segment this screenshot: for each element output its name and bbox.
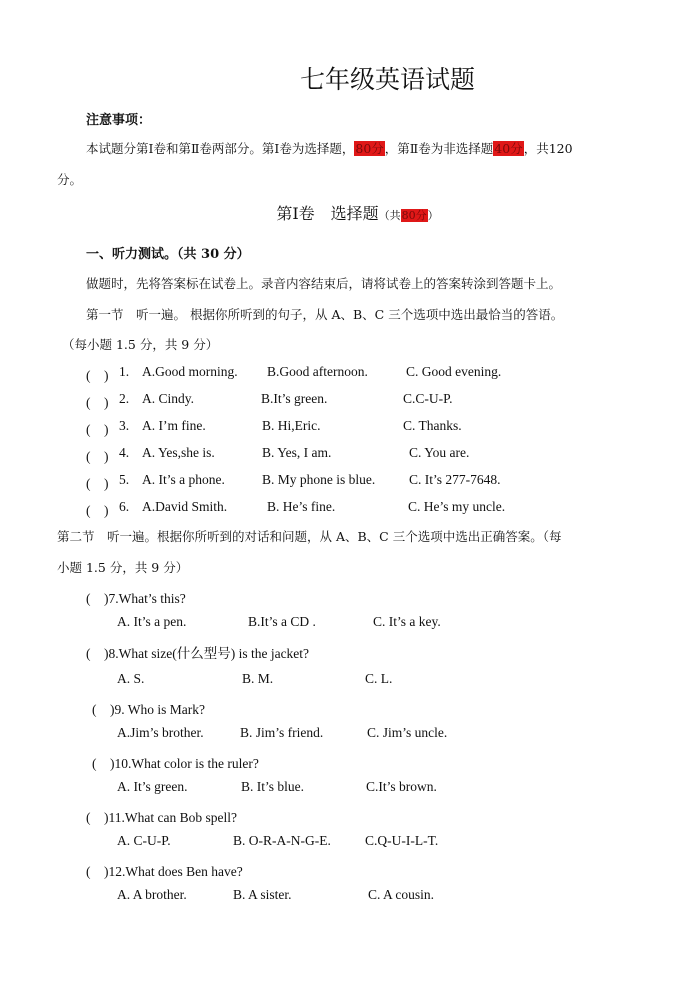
question-11-option-b: B. O-R-A-N-G-E. [233, 833, 331, 848]
question-1-paren[interactable]: ( ) [86, 368, 109, 383]
question-3-option-c: C. Thanks. [403, 418, 462, 433]
question-3-option-b: B. Hi,Eric. [262, 418, 321, 433]
question-2-option-b: B.It’s green. [261, 391, 328, 406]
question-5-paren[interactable]: ( ) [86, 476, 109, 491]
question-7[interactable]: ( )7.What’s this? [86, 591, 186, 606]
section2-instruction-2: 小题 1.5 分，共 9 分） [57, 560, 189, 575]
question-12-option-b: B. A sister. [233, 887, 292, 902]
question-2-option-a: A. Cindy. [142, 391, 195, 406]
question-5-option-a: A. It’s a phone. [142, 472, 225, 487]
question-9-option-b: B. Jim’s friend. [240, 725, 324, 740]
question-4-paren[interactable]: ( ) [86, 449, 109, 464]
question-2-option-c: C.C-U-P. [403, 391, 453, 406]
question-4-option-a: A. Yes,she is. [142, 445, 215, 460]
notes-text-b: ，第Ⅱ卷为非选择题 [384, 141, 494, 156]
question-8-option-c: C. L. [365, 671, 393, 686]
question-5-option-b: B. My phone is blue. [262, 472, 376, 487]
question-6-option-c: C. He’s my uncle. [408, 499, 506, 514]
volume1-score-highlight: 80分 [401, 209, 427, 222]
section1-instruction-1: 第一节 听一遍。 根据你所听到的句子，从 A、B、C 三个选项中选出最恰当的答语。 [86, 307, 564, 322]
question-4-option-b: B. Yes, I am. [262, 445, 332, 460]
question-10-option-a: A. It’s green. [117, 779, 188, 794]
question-8-option-a: A. S. [117, 671, 145, 686]
question-11-option-a: A. C-U-P. [117, 833, 171, 848]
volume1-score-prefix: （共 [378, 209, 401, 222]
question-5-number: 5. [119, 472, 130, 487]
question-12-option-a: A. A brother. [117, 887, 187, 902]
question-4-number: 4. [119, 445, 130, 460]
score-highlight-40: 40分 [494, 141, 523, 156]
volume1-title-text: 第Ⅰ卷 选择题 [276, 204, 379, 223]
question-6-paren[interactable]: ( ) [86, 503, 109, 518]
question-1-option-a: A.Good morning. [142, 364, 238, 379]
question-7-option-c: C. It’s a key. [373, 614, 441, 629]
question-12-option-c: C. A cousin. [368, 887, 435, 902]
question-4-option-c: C. You are. [409, 445, 470, 460]
listening-instruction: 做题时，先将答案标在试卷上。录音内容结束后，请将试卷上的答案转涂到答题卡上。 [86, 276, 562, 291]
notes-heading: 注意事项： [86, 113, 152, 128]
section1-instruction-2: （每小题 1.5 分，共 9 分） [62, 337, 219, 352]
question-7-option-a: A. It’s a pen. [117, 614, 187, 629]
question-10-option-c: C.It’s brown. [366, 779, 437, 794]
question-12[interactable]: ( )12.What does Ben have? [86, 864, 243, 879]
notes-text-c: ，共120 [523, 141, 573, 156]
notes-line-1 [86, 139, 573, 157]
notes-text-a: 本试题分第Ⅰ卷和第Ⅱ卷两部分。第Ⅰ卷为选择题， [86, 141, 355, 156]
question-9[interactable]: ( )9. Who is Mark? [92, 702, 205, 717]
question-9-option-a: A.Jim’s brother. [117, 725, 204, 740]
question-9-option-c: C. Jim’s uncle. [367, 725, 448, 740]
score-highlight-80: 80分 [355, 141, 384, 156]
question-8-option-b: B. M. [242, 671, 274, 686]
question-10[interactable]: ( )10.What color is the ruler? [92, 756, 259, 771]
question-1-number: 1. [119, 364, 130, 379]
volume1-title [0, 201, 695, 224]
page-title: 七年级英语试题 [299, 65, 475, 94]
question-2-paren[interactable]: ( ) [86, 395, 109, 410]
question-3-option-a: A. I’m fine. [142, 418, 206, 433]
volume1-score-suffix: ） [427, 209, 439, 222]
question-10-option-b: B. It’s blue. [241, 779, 304, 794]
question-5-option-c: C. It’s 277-7648. [409, 472, 501, 487]
question-6-option-a: A.David Smith. [142, 499, 228, 514]
question-6-number: 6. [119, 499, 130, 514]
question-1-option-c: C. Good evening. [406, 364, 502, 379]
question-11-option-c: C.Q-U-I-L-T. [365, 833, 439, 848]
question-6-option-b: B. He’s fine. [267, 499, 336, 514]
question-2-number: 2. [119, 391, 130, 406]
notes-line-2: 分。 [57, 172, 83, 187]
question-7-option-b: B.It’s a CD . [248, 614, 316, 629]
listening-heading: 一、听力测试。（共 30 分） [86, 247, 250, 262]
question-11[interactable]: ( )11.What can Bob spell? [86, 810, 237, 825]
question-8[interactable]: ( )8.What size(什么型号) is the jacket? [86, 646, 310, 661]
question-3-number: 3. [119, 418, 130, 433]
question-3-paren[interactable]: ( ) [86, 422, 109, 437]
section2-instruction-1: 第二节 听一遍。根据你所听到的对话和问题，从 A、B、C 三个选项中选出正确答案。（每 [57, 529, 562, 544]
question-1-option-b: B.Good afternoon. [267, 364, 368, 379]
